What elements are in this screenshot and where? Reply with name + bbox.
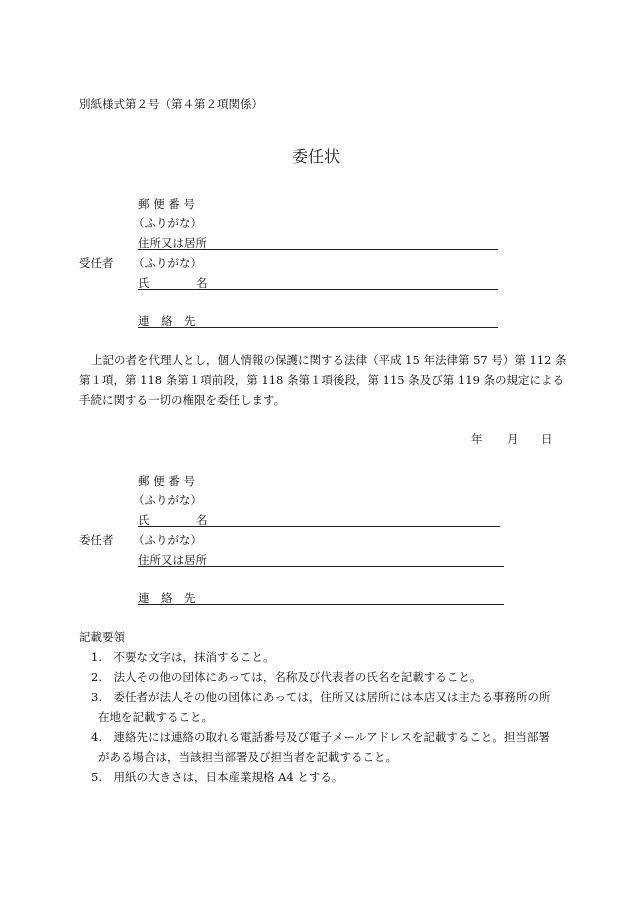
notes-heading: 記載要領 (79, 630, 125, 644)
trustee-name-label-2: 名 (196, 276, 208, 290)
trustee-postal-code-label: 郵 便 番 号 (138, 197, 195, 211)
delegator-name-line[interactable] (138, 526, 500, 527)
date-day-label: 日 (541, 432, 553, 446)
trustee-role-label: 受任者 (79, 256, 114, 270)
date-month-label: 月 (507, 432, 519, 446)
delegator-contact-label: 連 絡 先 (138, 591, 196, 605)
delegator-furigana-name: （ふりがな） (133, 493, 202, 507)
note-item-3: 3. 委任者が法人その他の団体にあっては，住所又は居所には本店又は主たる事務所の所 (91, 690, 551, 704)
trustee-furigana-address: （ふりがな） (133, 216, 202, 230)
note-item-4: 4. 連絡先には連絡の取れる電話番号及び電子メールアドレスを記載すること。担当部署 (91, 730, 550, 744)
note-item-5: 5. 用紙の大きさは，日本産業規格 A4 とする。 (91, 770, 344, 784)
delegator-role-label: 委任者 (79, 533, 114, 547)
trustee-contact-line[interactable] (138, 327, 498, 328)
delegator-name-label-2: 名 (196, 513, 208, 527)
note-item-2: 2. 法人その他の団体にあっては，名称及び代表者の氏名を記載すること。 (91, 670, 482, 684)
trustee-furigana-name: （ふりがな） (133, 256, 202, 270)
trustee-name-label-1: 氏 (138, 276, 150, 290)
delegator-furigana-address: （ふりがな） (133, 533, 202, 547)
note-item-4-cont: がある場合は，当該担当部署及び担当者を記載すること。 (98, 750, 397, 764)
trustee-contact-label: 連 絡 先 (138, 314, 196, 328)
trustee-address-label: 住所又は居所 (138, 236, 207, 250)
statement-line-2: 第１項，第 118 条第１項前段，第 118 条第１項後段，第 115 条及び第 119 条の規定による (79, 373, 565, 387)
trustee-name-line[interactable] (138, 289, 498, 290)
note-item-3-cont: 在地を記載すること。 (98, 710, 213, 724)
form-number-label: 別紙様式第２号（第４第２項関係） (79, 97, 263, 111)
delegator-contact-line[interactable] (138, 604, 504, 605)
trustee-address-line[interactable] (138, 249, 498, 250)
note-item-1: 1. 不要な文字は，抹消すること。 (91, 650, 275, 664)
delegator-postal-code-label: 郵 便 番 号 (138, 474, 195, 488)
delegator-address-line[interactable] (138, 566, 504, 567)
delegator-address-label: 住所又は居所 (138, 553, 207, 567)
document-title: 委任状 (292, 147, 341, 166)
statement-line-1: 上記の者を代理人とし，個人情報の保護に関する法律（平成 15 年法律第 57 号）第 112 条 (91, 353, 567, 367)
statement-line-3: 手続に関する一切の権限を委任します。 (79, 393, 286, 407)
delegator-name-label-1: 氏 (138, 513, 150, 527)
date-year-label: 年 (471, 432, 483, 446)
